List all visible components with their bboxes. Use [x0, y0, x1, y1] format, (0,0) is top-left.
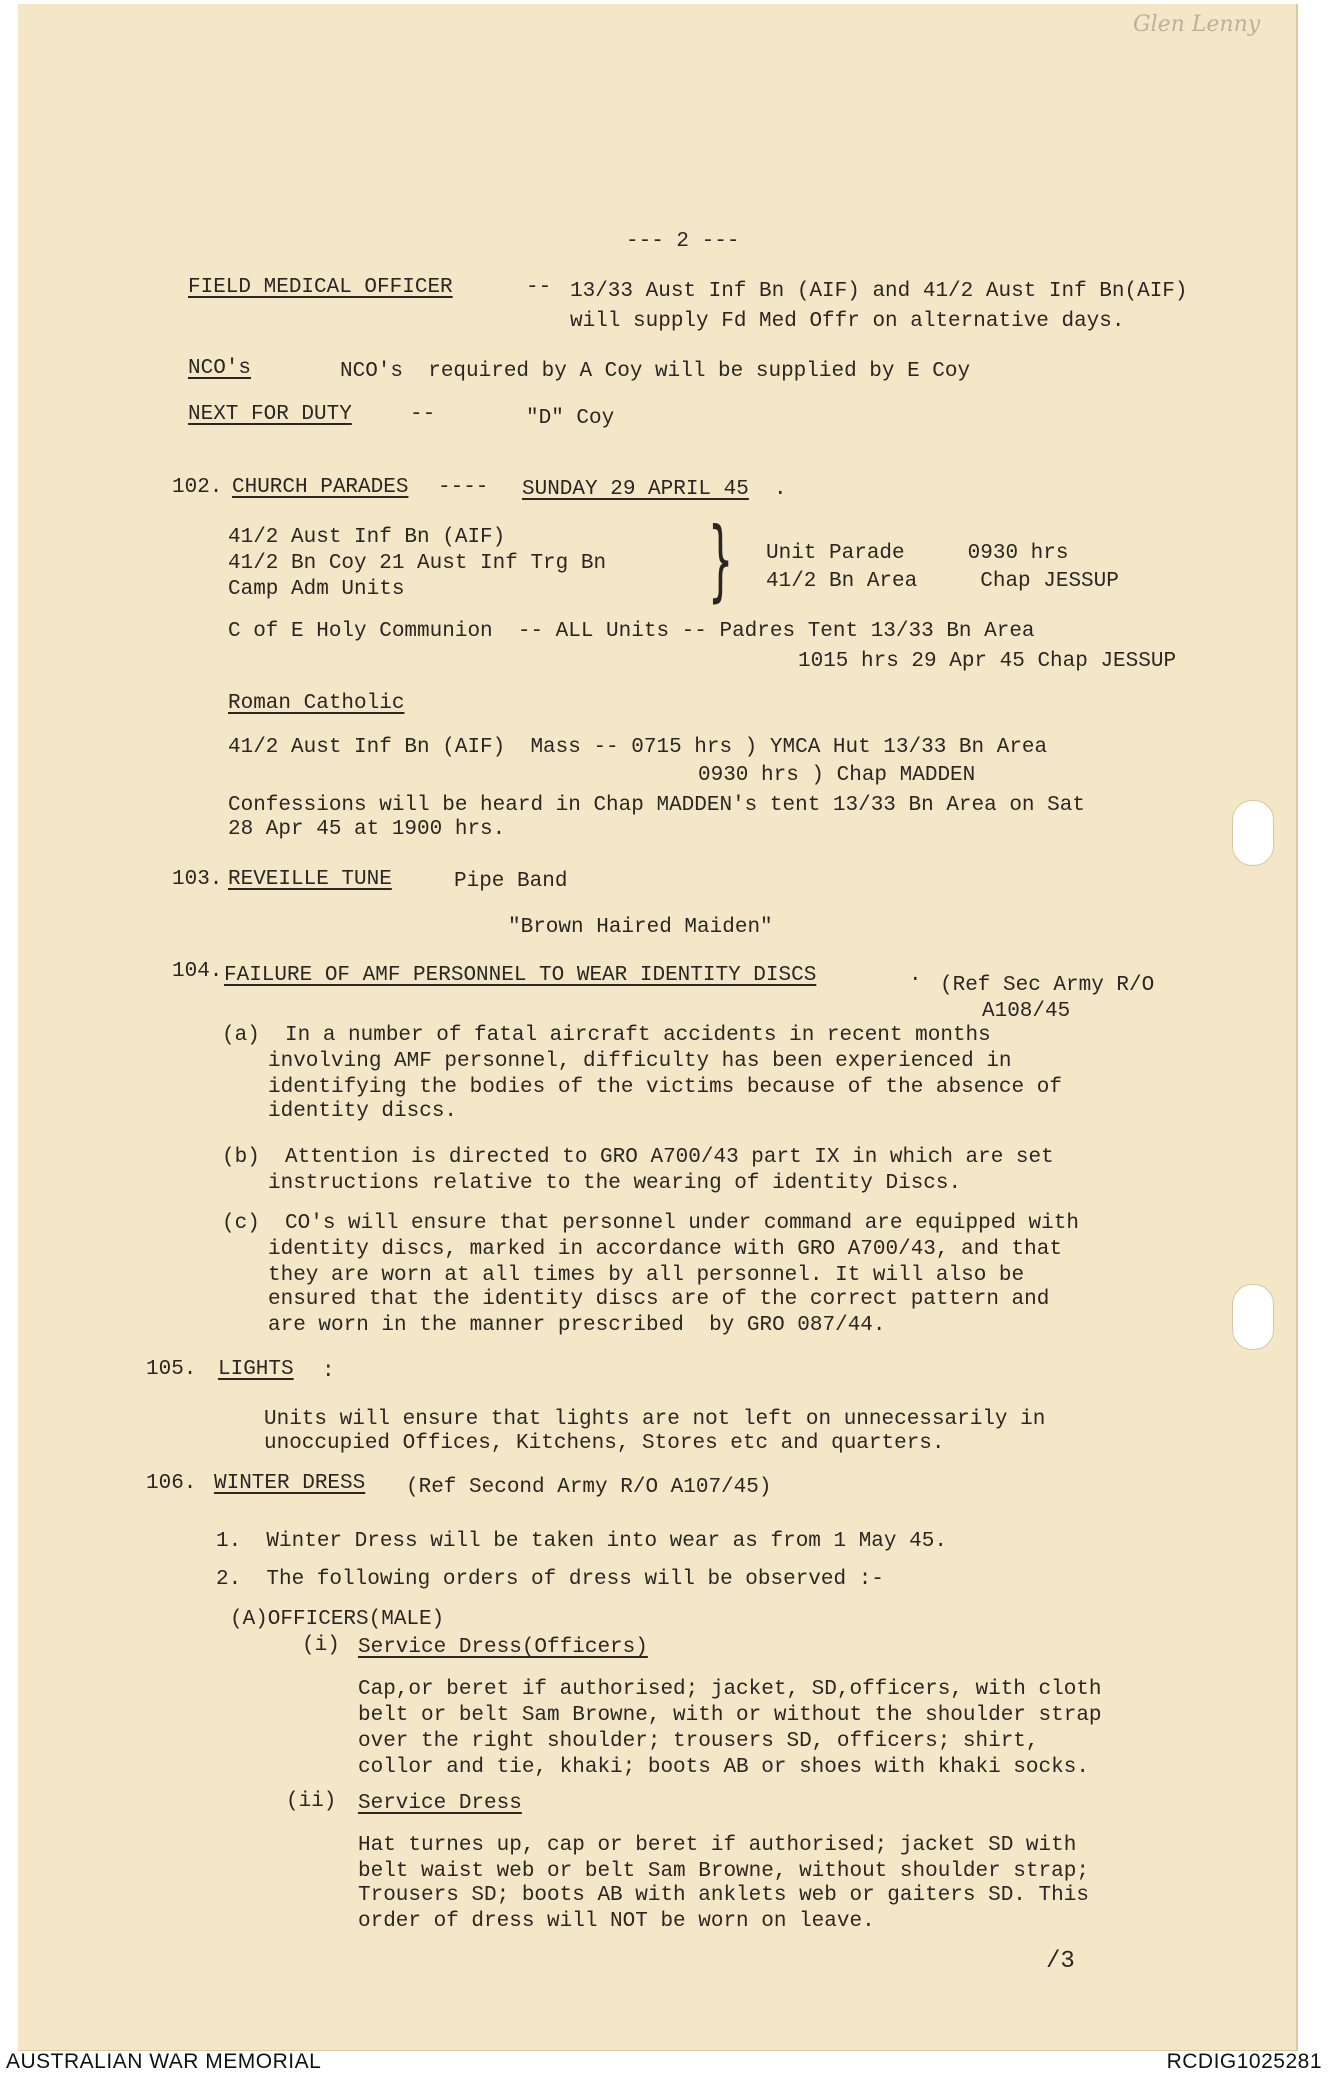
s106-i-line: Cap,or beret if authorised; jacket, SD,officers, with cloth	[358, 1678, 1102, 1701]
s104-a-line: identifying the bodies of the victims because of the absence of	[268, 1076, 1062, 1099]
s103-tune: "Brown Haired Maiden"	[508, 916, 773, 939]
footer-id: RCDIG1025281	[1166, 2050, 1322, 2073]
s103-num: 103.	[172, 868, 223, 891]
s104-ref1: (Ref Sec Army R/O	[940, 974, 1155, 997]
s102-date: SUNDAY 29 APRIL 45	[522, 478, 749, 501]
s106-i-line: belt or belt Sam Browne, with or without the shoulder strap	[358, 1704, 1102, 1727]
page-mark: Glen Lenny	[1133, 12, 1261, 37]
s102-rc-line1: 41/2 Aust Inf Bn (AIF) Mass -- 0715 hrs ) YMCA Hut 13/33 Bn Area	[228, 736, 1048, 759]
document-page	[18, 4, 1298, 2051]
s102-date-dot: .	[774, 478, 787, 501]
s106-i-title: Service Dress(Officers)	[358, 1636, 648, 1659]
s104-c-line: identity discs, marked in accordance with GRO A700/43, and that	[268, 1238, 1062, 1261]
s102-num: 102.	[172, 476, 223, 499]
s102-unit: Camp Adm Units	[228, 578, 405, 601]
s106-ref: (Ref Second Army R/O A107/45)	[406, 1476, 772, 1499]
s102-title: CHURCH PARADES	[232, 476, 409, 499]
s103-text: Pipe Band	[454, 870, 568, 893]
fmo-line1: 13/33 Aust Inf Bn (AIF) and 41/2 Aust Inf Bn(AIF)	[570, 280, 1188, 303]
s102-rc-heading: Roman Catholic	[228, 692, 405, 715]
s104-title-dot: .	[909, 964, 922, 987]
s104-b-line: (b) Attention is directed to GRO A700/43 part IX in which are set	[222, 1146, 1054, 1169]
fmo-line2: will supply Fd Med Offr on alternative days.	[570, 310, 1125, 333]
brace-icon: }	[708, 508, 734, 611]
s104-c-line: (c) CO's will ensure that personnel under command are equipped with	[222, 1212, 1079, 1235]
s102-parade-line1: Unit Parade 0930 hrs	[766, 542, 1069, 565]
s106-ii-line: belt waist web or belt Sam Browne, without shoulder strap;	[358, 1860, 1089, 1883]
s102-unit: 41/2 Aust Inf Bn (AIF)	[228, 526, 506, 549]
s105-colon: :	[322, 1360, 335, 1383]
s102-parade-line2: 41/2 Bn Area Chap JESSUP	[766, 570, 1119, 593]
s105-title: LIGHTS	[218, 1358, 294, 1381]
s106-num: 106.	[146, 1472, 197, 1495]
ncos-label: NCO's	[188, 357, 252, 380]
fmo-dashes: --	[526, 276, 552, 299]
s102-confession-line2: 28 Apr 45 at 1900 hrs.	[228, 818, 506, 841]
s102-confession-line1: Confessions will be heard in Chap MADDEN's tent 13/33 Bn Area on Sat	[228, 794, 1085, 817]
s106-i-num: (i)	[302, 1634, 340, 1657]
ncos-text: NCO's required by A Coy will be supplied by E Coy	[340, 360, 971, 383]
s106-i-line: over the right shoulder; trousers SD, officers; shirt,	[358, 1730, 1039, 1753]
s106-ii-title: Service Dress	[358, 1792, 522, 1815]
s106-ii-num: (ii)	[286, 1790, 337, 1813]
s106-title: WINTER DRESS	[214, 1472, 366, 1495]
s106-ii-line: Trousers SD; boots AB with anklets web or gaiters SD. This	[358, 1884, 1089, 1907]
s104-ref2: A108/45	[982, 1000, 1071, 1023]
s105-line: unoccupied Offices, Kitchens, Stores etc and quarters.	[264, 1432, 945, 1455]
s103-title: REVEILLE TUNE	[228, 868, 392, 891]
s104-title: FAILURE OF AMF PERSONNEL TO WEAR IDENTITY DISCS	[224, 964, 817, 987]
next-duty-dashes: --	[410, 403, 436, 426]
s106-item1: 1. Winter Dress will be taken into wear as from 1 May 45.	[216, 1530, 947, 1553]
s105-num: 105.	[146, 1358, 197, 1381]
page-number: --- 2 ---	[626, 230, 740, 253]
s104-c-line: are worn in the manner prescribed by GRO 087/44.	[268, 1314, 886, 1337]
next-duty-text: "D" Coy	[526, 407, 615, 430]
s106-i-line: collor and tie, khaki; boots AB or shoes with khaki socks.	[358, 1756, 1089, 1779]
punch-hole-top	[1232, 800, 1274, 866]
footer-source: AUSTRALIAN WAR MEMORIAL	[6, 2050, 322, 2073]
next-duty-label: NEXT FOR DUTY	[188, 403, 352, 426]
s102-unit: 41/2 Bn Coy 21 Aust Inf Trg Bn	[228, 552, 607, 575]
s104-a-line: involving AMF personnel, difficulty has been experienced in	[268, 1050, 1012, 1073]
s104-num: 104.	[172, 960, 223, 983]
s104-a-line: identity discs.	[268, 1100, 458, 1123]
s104-c-line: ensured that the identity discs are of the correct pattern and	[268, 1288, 1050, 1311]
s106-ii-line: order of dress will NOT be worn on leave.	[358, 1910, 875, 1933]
s104-b-line: instructions relative to the wearing of identity Discs.	[268, 1172, 962, 1195]
s102-dashes: ----	[438, 476, 489, 499]
s106-item2: 2. The following orders of dress will be observed :-	[216, 1568, 884, 1591]
s106-ii-line: Hat turnes up, cap or beret if authorised; jacket SD with	[358, 1834, 1077, 1857]
punch-hole-bottom	[1232, 1284, 1274, 1350]
s105-line: Units will ensure that lights are not left on unnecessarily in	[264, 1408, 1046, 1431]
fmo-label: FIELD MEDICAL OFFICER	[188, 276, 453, 299]
s104-a-line: (a) In a number of fatal aircraft accidents in recent months	[222, 1024, 991, 1047]
s106-officers: (A)OFFICERS(MALE)	[230, 1608, 445, 1631]
s104-c-line: they are worn at all times by all personnel. It will also be	[268, 1264, 1025, 1287]
s102-communion-line2: 1015 hrs 29 Apr 45 Chap JESSUP	[798, 650, 1177, 673]
s102-rc-line2: 0930 hrs ) Chap MADDEN	[698, 764, 976, 787]
continuation-mark: /3	[1046, 1948, 1075, 1975]
s102-communion-line1: C of E Holy Communion -- ALL Units -- Padres Tent 13/33 Bn Area	[228, 620, 1035, 643]
